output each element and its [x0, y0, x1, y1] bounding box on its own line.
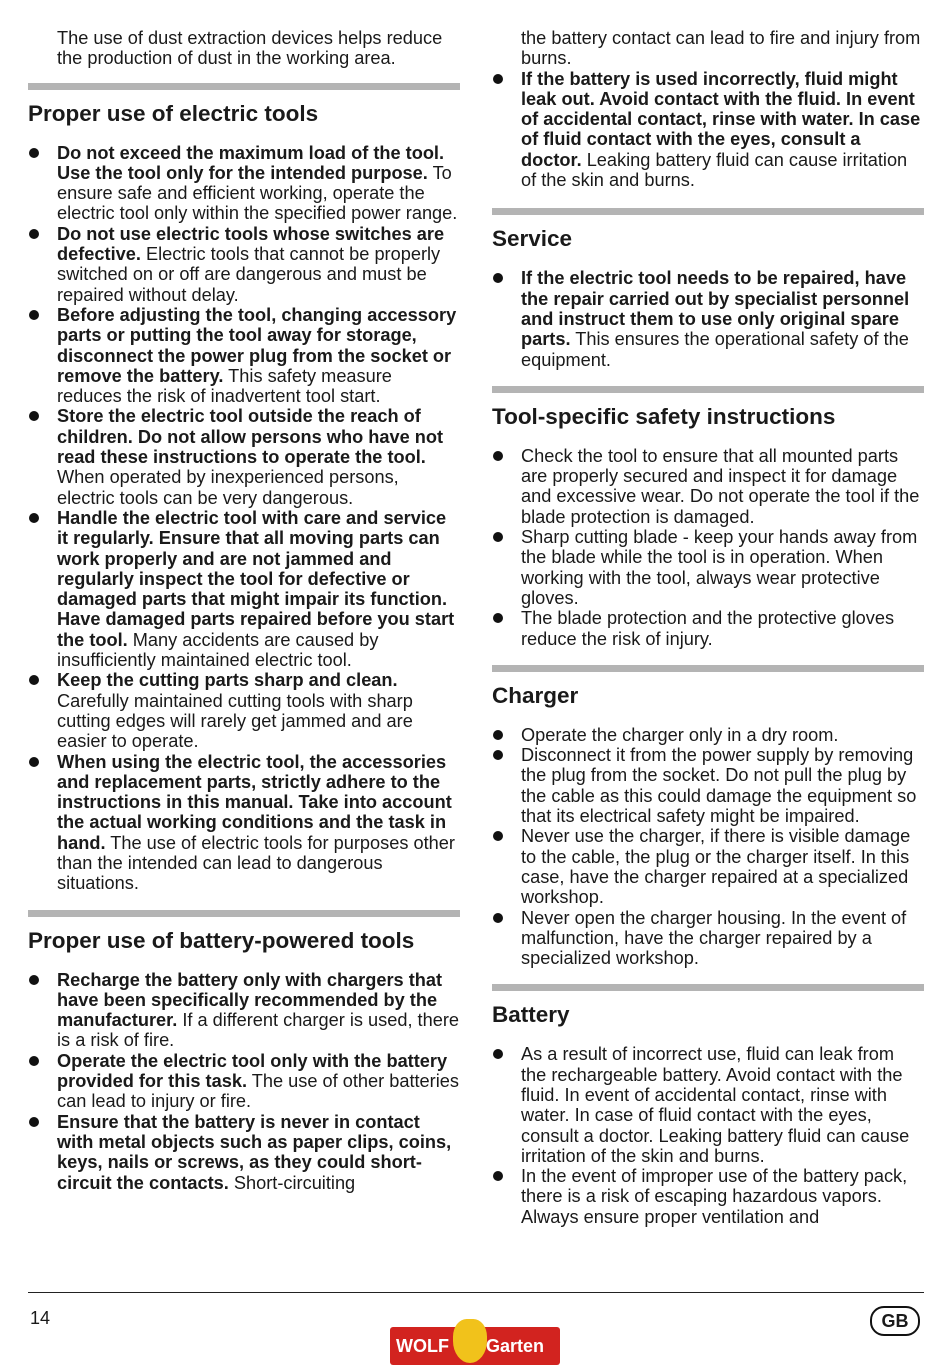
list-item [492, 69, 924, 191]
section-divider [28, 83, 460, 90]
item-bold: Do not exceed the maximum load of the tool. Use the tool only for the intended purpose. [57, 142, 445, 183]
list-item [492, 527, 924, 608]
country-badge: GB [870, 1306, 920, 1336]
list-item [28, 752, 460, 894]
item-text: Many accidents are caused by insufficiently maintained electric tool. [57, 629, 379, 671]
item-bold: When using the electric tool, the accessories and replacement parts, strictly adhere to the instructions in this manual. Take into account the actual working conditions and the task in hand. [57, 751, 452, 853]
bullet-list [492, 446, 924, 649]
page-number: 14 [30, 1308, 51, 1328]
list-item [28, 670, 460, 751]
section-divider [492, 208, 924, 215]
bullet-list [28, 970, 460, 1193]
item-bold: Handle the electric tool with care and service it regularly. Ensure that all moving parts can work properly and are not jammed and regularly inspect the tool for defective or damaged parts that might impair its function. Have damaged parts repaired before you start the tool. [57, 507, 455, 650]
section-divider [492, 665, 924, 672]
list-item [28, 143, 460, 224]
item-text: The blade protection and the protective gloves reduce the risk of injury. [521, 608, 895, 649]
list-item [28, 1112, 460, 1193]
item-text: Check the tool to ensure that all mounted parts are properly secured and inspect it for damage and excessive wear. Do not operate the tool if the blade protection is damaged. [521, 445, 920, 527]
brand-logo [390, 1327, 560, 1365]
list-item [492, 725, 924, 745]
item-bold: Do not use electric tools whose switches are defective. [57, 223, 445, 265]
item-text: In the event of improper use of the battery pack, there is a risk of escaping hazardous vapors. Always ensure proper ventilation and [521, 1166, 908, 1227]
item-text: When operated by inexperienced persons, electric tools can be very dangerous. [57, 467, 399, 508]
section-heading: Proper use of electric tools [28, 100, 319, 126]
intro-paragraph: The use of dust extraction devices helps reduce the production of dust in the working area. [57, 28, 443, 69]
list-item [492, 908, 924, 969]
left-sections [28, 83, 460, 1193]
bullet-list [492, 725, 924, 969]
item-text: The use of other batteries can lead to injury or fire. [57, 1071, 459, 1112]
item-bold: If the electric tool needs to be repaired, have the repair carried out by specialist personnel and instruct them to use only original spare parts. [521, 268, 910, 350]
logo-word-garten: Garten [486, 1336, 545, 1356]
list-item [28, 1051, 460, 1112]
left-column [28, 28, 460, 1209]
bullet-list [492, 268, 924, 369]
logo-word-wolf: WOLF [396, 1336, 449, 1356]
section-heading: Tool-specific safety instructions [492, 403, 836, 429]
right-sections [492, 208, 924, 1227]
section-divider [28, 910, 460, 917]
item-bold: Recharge the battery only with chargers that have been specifically recommended by the manufacturer. [57, 969, 443, 1031]
item-text: Never open the charger housing. In the event of malfunction, have the charger repaired by a specialized workshop. [521, 907, 907, 969]
list-item [28, 224, 460, 305]
list-item [28, 970, 460, 1051]
item-text: If a different charger is used, there is a risk of fire. [57, 1010, 460, 1051]
continued-list [492, 28, 924, 190]
list-item [492, 826, 924, 907]
bullet-list [492, 1044, 924, 1227]
item-text: Carefully maintained cutting tools with sharp cutting edges will rarely get jammed and are easier to operate. [57, 690, 413, 752]
section-heading: Battery [492, 1002, 570, 1028]
section-heading: Proper use of battery-powered tools [28, 927, 415, 953]
list-item [492, 608, 924, 649]
right-column [492, 28, 924, 1243]
item-text: the battery contact can lead to fire and injury from burns. [521, 28, 921, 69]
item-text: Disconnect it from the power supply by removing the plug from the socket. Do not pull the plug by the cable as this could damage the equipment so that its electrical safety might be impaired. [521, 745, 917, 827]
item-bold: Operate the electric tool only with the battery provided for this task. [57, 1050, 448, 1092]
item-text: This safety measure reduces the risk of inadvertent tool start. [57, 365, 392, 407]
section-heading: Charger [492, 682, 579, 708]
item-text: To ensure safe and efficient working, operate the electric tool only within the specified power range. [57, 162, 458, 224]
item-text: Short-circuiting [228, 1172, 356, 1193]
item-text: Leaking battery fluid can cause irritation of the skin and burns. [521, 149, 908, 191]
footer-divider [28, 1292, 924, 1293]
list-item [492, 1166, 924, 1227]
list-item [28, 305, 460, 406]
item-text: As a result of incorrect use, fluid can leak from the rechargeable battery. Avoid contact with the fluid. In event of accidental contact, rinse with water. In case of fluid contact with the eyes, consult a doctor. Leaking battery fluid can cause irritation of the skin and burns. [521, 1044, 910, 1166]
list-item [28, 508, 460, 670]
list-item [492, 1044, 924, 1166]
item-bold: Ensure that the battery is never in contact with metal objects such as paper clips, coins, keys, nails or screws, as they could short-circuit the contacts. [57, 1111, 452, 1193]
section-divider [492, 386, 924, 393]
section-heading: Service [492, 226, 573, 252]
section-divider [492, 984, 924, 991]
list-item-continuation [492, 28, 924, 69]
list-item [28, 406, 460, 507]
list-item [492, 745, 924, 826]
item-text: Electric tools that cannot be properly switched on or off are dangerous and must be repaired without delay. [57, 244, 441, 305]
item-bold: Keep the cutting parts sharp and clean. [57, 670, 398, 691]
item-text: Operate the charger only in a dry room. [521, 724, 839, 745]
list-item [492, 268, 924, 369]
list-item [492, 446, 924, 527]
item-bold: Before adjusting the tool, changing accessory parts or putting the tool away for storage, disconnect the power plug from the socket or remove the battery. [57, 304, 457, 386]
item-text: This ensures the operational safety of the equipment. [521, 329, 909, 370]
item-text: Sharp cutting blade - keep your hands away from the blade while the tool is in operation. When working with the tool, always wear protective gloves. [521, 527, 918, 608]
item-text: Never use the charger, if there is visible damage to the cable, the plug or the charger itself. In this case, have the charger repaired at a specialized workshop. [521, 826, 911, 908]
item-text: The use of electric tools for purposes other than the intended can lead to dangerous situations. [57, 832, 455, 894]
item-bold: If the battery is used incorrectly, fluid might leak out. Avoid contact with the fluid. In event of accidental contact, rinse with water. In case of fluid contact with the eyes, consult a doctor. [521, 68, 921, 170]
wolf-head-icon [453, 1319, 487, 1363]
bullet-list [28, 143, 460, 894]
item-bold: Store the electric tool outside the reach of children. Do not allow persons who have not read these instructions to operate the tool. [57, 406, 444, 468]
